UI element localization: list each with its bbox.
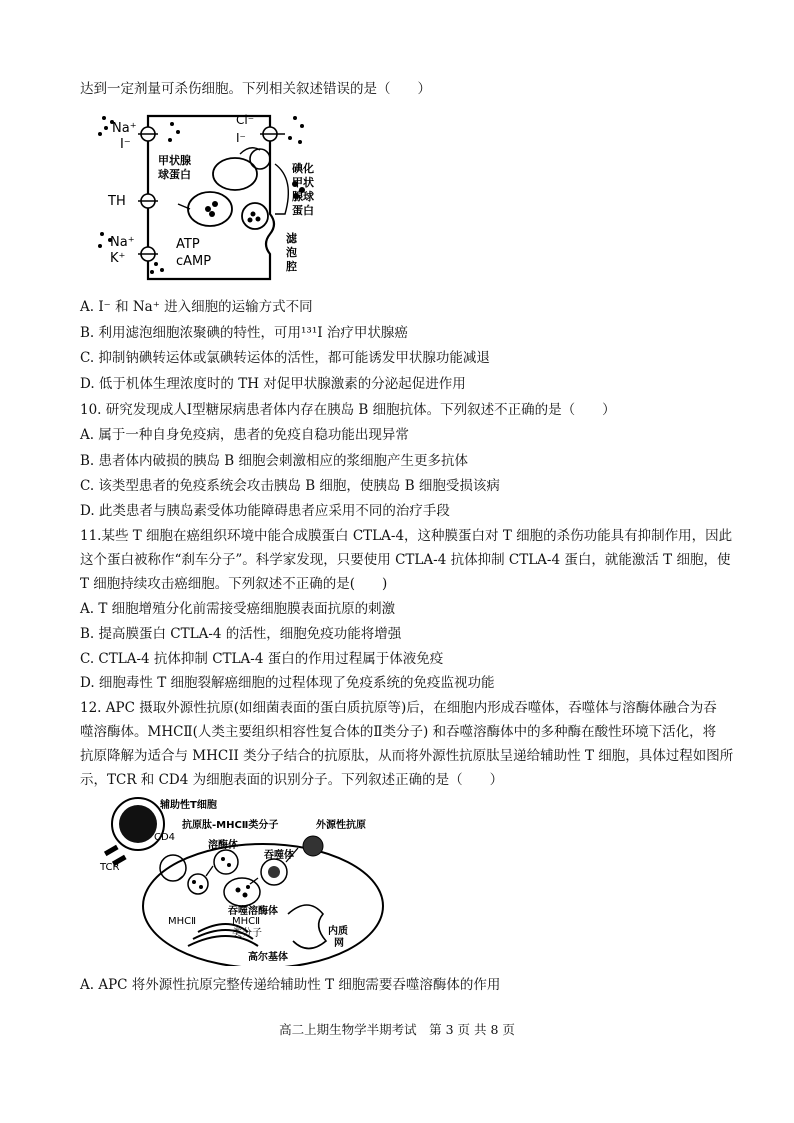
k-label: K⁺ [110, 251, 126, 266]
cl-label: Cl⁻ [236, 113, 255, 127]
q11-stem-line2: 这个蛋白被称作“刹车分子”。科学家发现，只要使用 CTLA-4 抗体抑制 CTLA-4 蛋白，就能激活 T 细胞，使 [80, 552, 731, 568]
peptide-mhc-label: 抗原肽-MHCⅡ类分子 [182, 820, 279, 831]
q10-option-d: D. 此类患者与胰岛素受体功能障碍患者应采用不同的治疗手段 [80, 503, 450, 519]
iodinated-label-1: 碘化 [292, 162, 314, 175]
q11-option-b: B. 提高膜蛋白 CTLA-4 的活性，细胞免疫功能将增强 [80, 626, 402, 642]
mhc2-class-label-1: MHCⅡ [232, 916, 261, 927]
q9-option-b: B. 利用滤泡细胞浓聚碘的特性，可用¹³¹I 治疗甲状腺癌 [80, 325, 408, 341]
atp-label: ATP [176, 237, 200, 252]
thyroglobulin-label-1: 甲状腺 [158, 154, 191, 167]
thyroid-follicle-figure [90, 104, 320, 284]
iodinated-label-2: 甲状 [292, 176, 314, 189]
q12-stem-line2: 噬溶酶体。MHCⅡ(人类主要组织相容性复合体的Ⅱ类分子) 和吞噬溶酶体中的多种酶在酸性环境下活化，将 [80, 724, 717, 740]
lysosome-label: 溶酶体 [208, 840, 238, 851]
i-left-label: I⁻ [120, 137, 131, 152]
camp-label: cAMP [176, 254, 212, 269]
th-label: TH [108, 194, 126, 209]
q9-option-d: D. 低于机体生理浓度时的 TH 对促甲状腺激素的分泌起促进作用 [80, 376, 466, 392]
thyroglobulin-label-2: 球蛋白 [158, 168, 191, 181]
q12-option-a: A. APC 将外源性抗原完整传递给辅助性 T 细胞需要吞噬溶酶体的作用 [80, 977, 501, 993]
follicle-label-3: 腔 [286, 260, 297, 273]
helper-t-label: 辅助性T细胞 [160, 800, 217, 811]
na-bottom-label: Na⁺ [110, 235, 135, 250]
q9-option-c: C. 抑制钠碘转运体或氯碘转运体的活性，都可能诱发甲状腺功能减退 [80, 350, 490, 366]
follicle-label-1: 滤 [286, 232, 297, 245]
golgi-label: 高尔基体 [248, 952, 288, 963]
cd4-label: CD4 [154, 832, 176, 843]
q12-stem-line4: 示，TCR 和 CD4 为细胞表面的识别分子。下列叙述正确的是（ ） [80, 772, 504, 788]
iodinated-label-4: 蛋白 [292, 204, 314, 217]
q10-option-c: C. 该类型患者的免疫系统会攻击胰岛 B 细胞，使胰岛 B 细胞受损该病 [80, 478, 500, 494]
question-intro: 达到一定剂量可杀伤细胞。下列相关叙述错误的是（ ） [80, 81, 431, 97]
page-footer: 高二上期生物学半期考试 第 3 页 共 8 页 [279, 1022, 515, 1037]
q11-stem-line1: 11.某些 T 细胞在癌组织环境中能合成膜蛋白 CTLA-4，这种膜蛋白对 T 细胞的杀伤功能具有抑制作用，因此 [80, 528, 733, 544]
follicle-label-2: 泡 [286, 246, 297, 259]
q11-option-c: C. CTLA-4 抗体抑制 CTLA-4 蛋白的作用过程属于体液免疫 [80, 651, 444, 667]
q12-stem-line3: 抗原降解为适合与 MHCII 类分子结合的抗原肽，从而将外源性抗原肽呈递给辅助性 T 细胞，具体过程如图所 [80, 748, 734, 764]
phagolysosome-label: 吞噬溶酶体 [228, 906, 278, 917]
na-top-label: Na⁺ [112, 121, 137, 136]
mhc2-label: MHCⅡ [168, 916, 197, 927]
exogenous-antigen-label: 外源性抗原 [316, 820, 366, 831]
q9-option-a: A. I⁻ 和 Na⁺ 进入细胞的运输方式不同 [80, 299, 313, 315]
q12-stem-line1: 12. APC 摄取外源性抗原(如细菌表面的蛋白质抗原等)后，在细胞内形成吞噬体，吞噬体与溶酶体融合为吞 [80, 700, 717, 716]
er-label-1: 内质 [328, 926, 348, 937]
q10-option-a: A. 属于一种自身免疫病，患者的免疫自稳功能出现异常 [80, 427, 409, 443]
er-label-2: 网 [334, 938, 344, 949]
mhc2-class-label-2: 类分子 [232, 928, 262, 939]
iodinated-label-3: 腺球 [292, 190, 314, 203]
q10-option-b: B. 患者体内破损的胰岛 B 细胞会刺激相应的浆细胞产生更多抗体 [80, 453, 469, 469]
tcr-label: TCR [100, 862, 120, 873]
antigen-presentation-figure [98, 796, 398, 966]
q11-option-d: D. 细胞毒性 T 细胞裂解癌细胞的过程体现了免疫系统的免疫监视功能 [80, 675, 495, 691]
q11-stem-line3: T 细胞持续攻击癌细胞。下列叙述不正确的是( ) [80, 576, 388, 592]
q10-stem: 10. 研究发现成人Ⅰ型糖尿病患者体内存在胰岛 B 细胞抗体。下列叙述不正确的是（ ） [80, 402, 616, 418]
q11-option-a: A. T 细胞增殖分化前需接受癌细胞膜表面抗原的刺激 [80, 601, 396, 617]
i-right-label: I⁻ [236, 131, 246, 145]
phagosome-label: 吞噬体 [264, 850, 294, 861]
